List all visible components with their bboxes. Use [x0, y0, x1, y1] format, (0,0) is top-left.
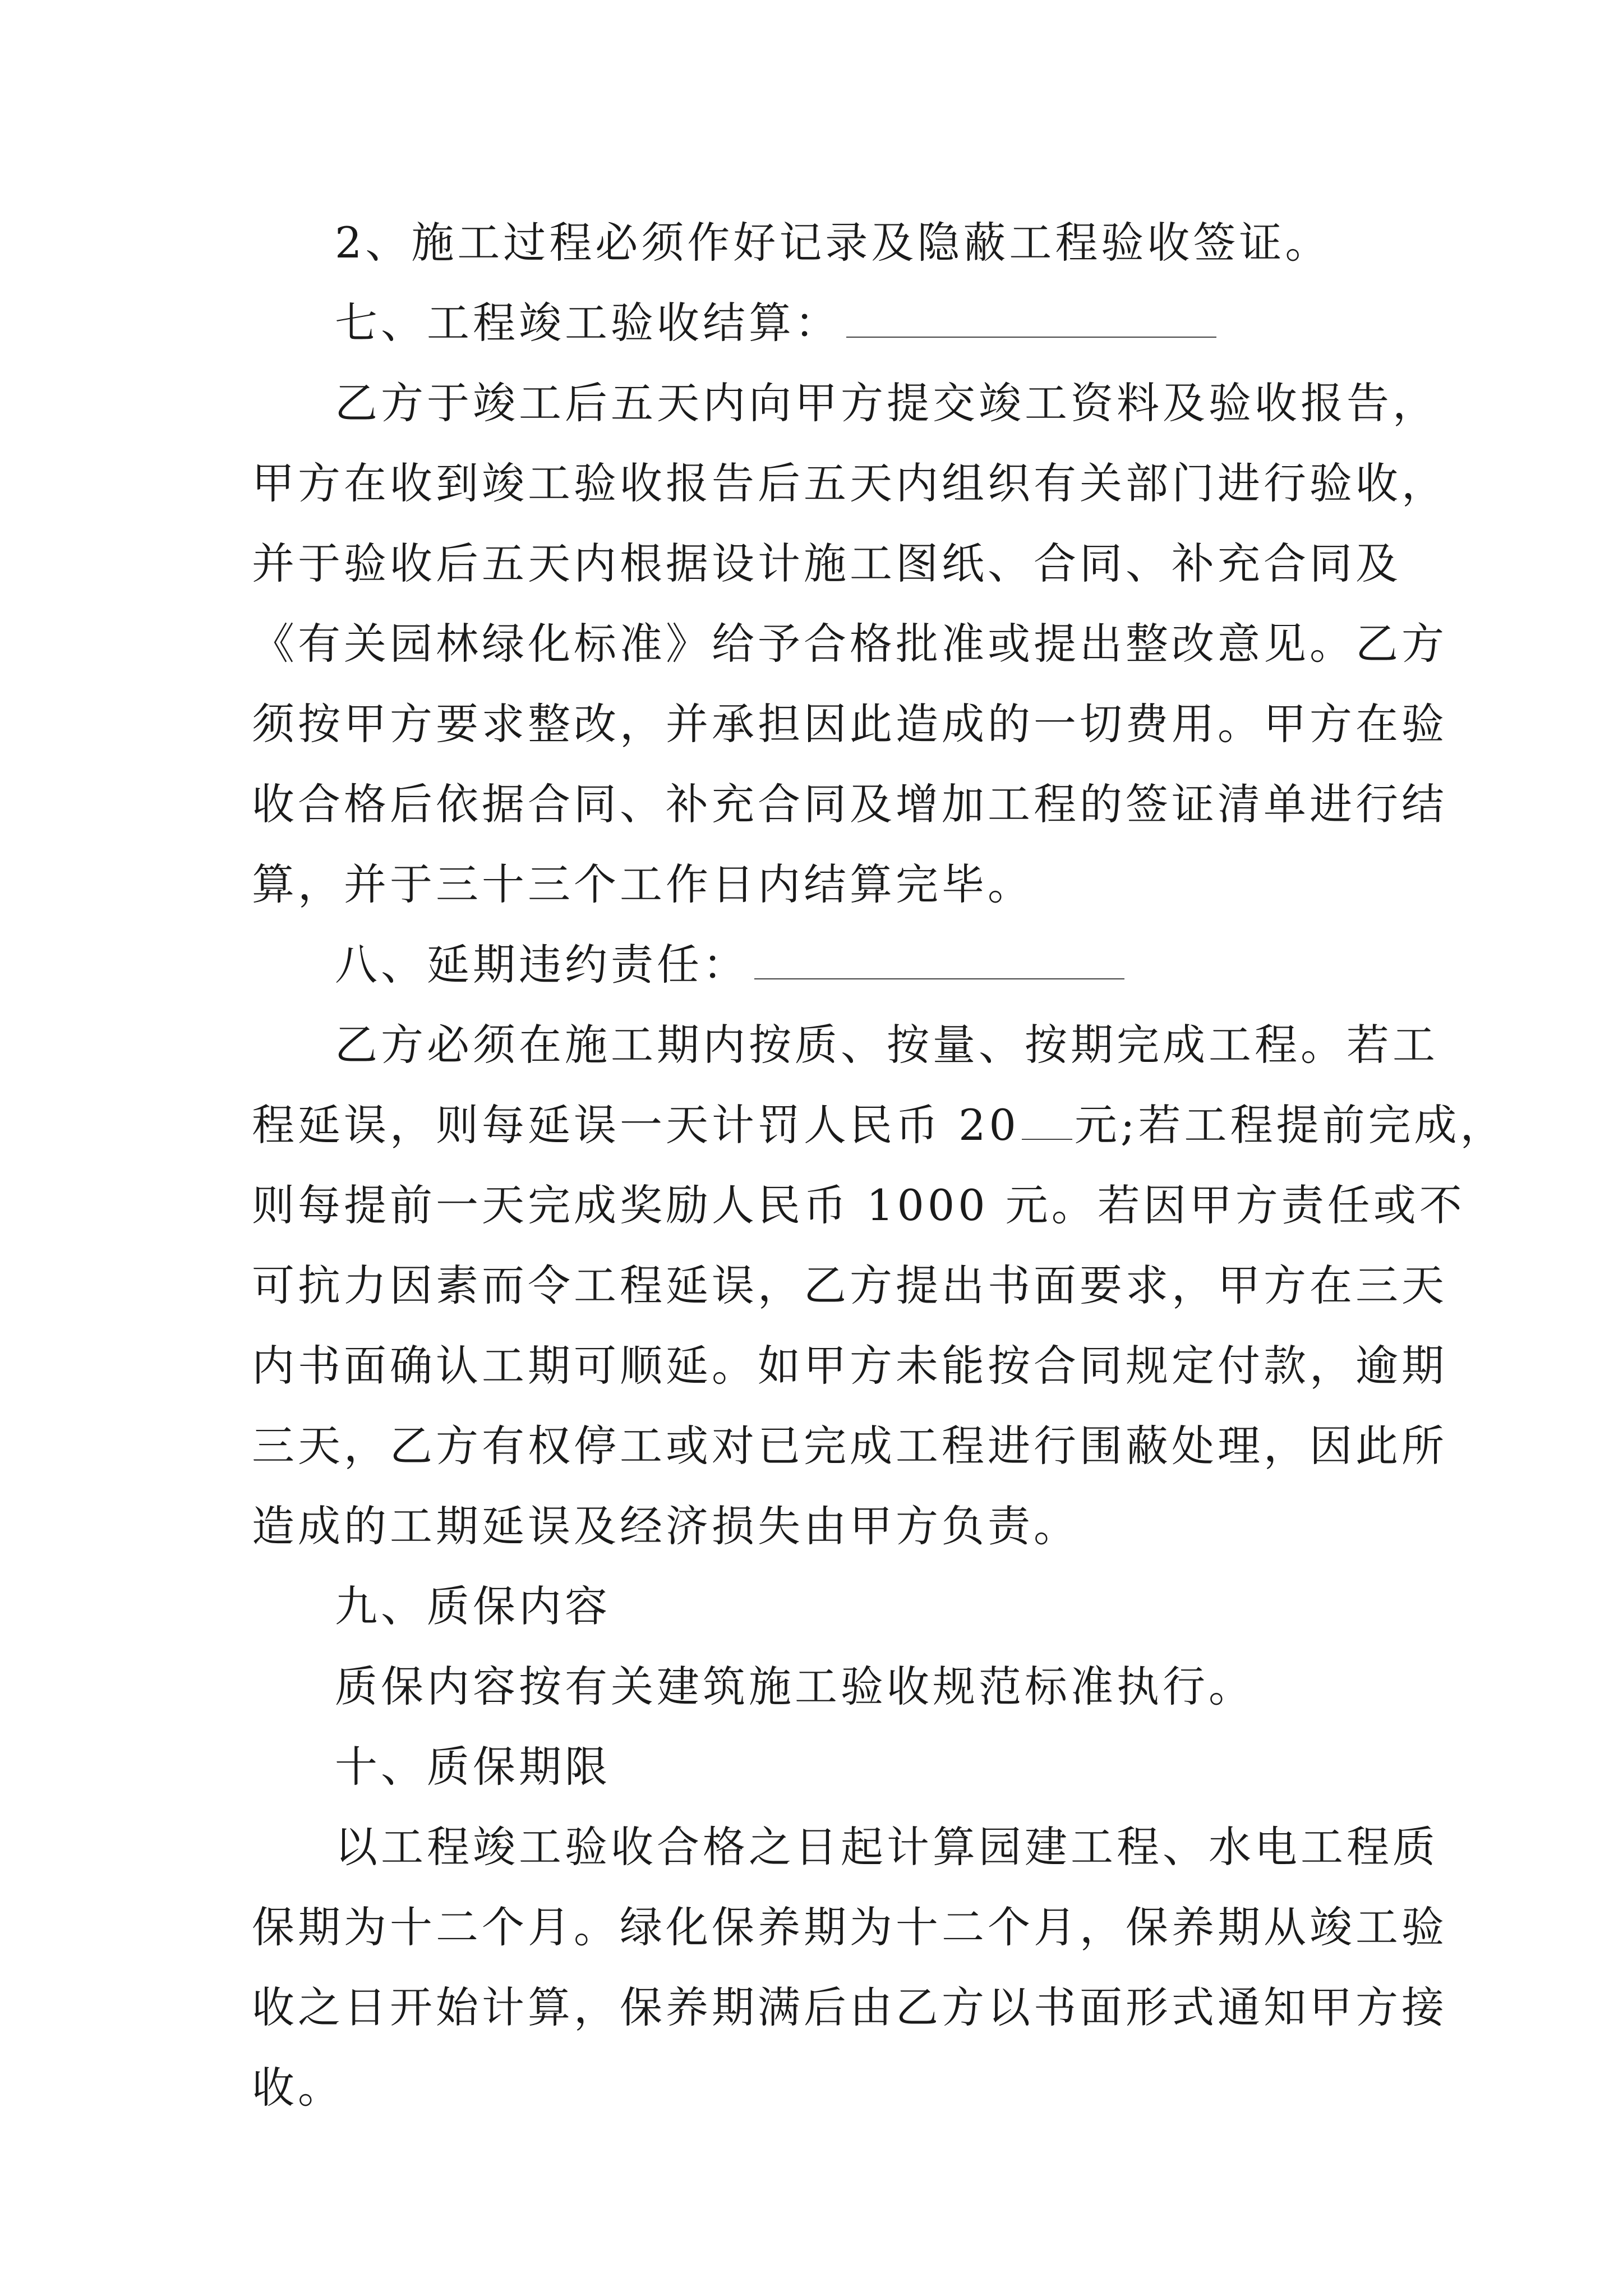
- fill-in-blank: [754, 945, 1124, 979]
- section-heading-ten: 十、质保期限: [335, 1742, 611, 1792]
- paragraph-line: 三天，乙方有权停工或对已完成工程进行围蔽处理，因此所: [252, 1421, 1447, 1471]
- paragraph-line: 收。: [252, 2063, 344, 2113]
- fill-in-blank: [846, 303, 1216, 338]
- paragraph-line: 内书面确认工期可顺延。如甲方未能按合同规定付款，逾期: [252, 1341, 1447, 1391]
- paragraph-line: 须按甲方要求整改，并承担因此造成的一切费用。甲方在验: [252, 699, 1447, 749]
- paragraph-line: 2、施工过程必须作好记录及隐蔽工程验收签证。: [335, 218, 1331, 268]
- paragraph-line: 并于验收后五天内根据设计施工图纸、合同、补充合同及: [252, 539, 1401, 588]
- line-text: 元;若工程提前完成，: [1074, 1100, 1506, 1150]
- heading-text: 八、延期违约责任：: [335, 940, 749, 990]
- paragraph-line: 质保内容按有关建筑施工验收规范标准执行。: [335, 1662, 1255, 1711]
- paragraph-line: 造成的工期延误及经济损失由甲方负责。: [252, 1501, 1080, 1551]
- paragraph-line: 以工程竣工验收合格之日起计算园建工程、水电工程质: [335, 1822, 1438, 1872]
- paragraph-line: 甲方在收到竣工验收报告后五天内组织有关部门进行验收，: [252, 458, 1447, 508]
- heading-text: 七、工程竣工验收结算：: [335, 298, 841, 348]
- section-heading-nine: 九、质保内容: [335, 1581, 611, 1631]
- paragraph-line: 收合格后依据合同、补充合同及增加工程的签证清单进行结: [252, 779, 1447, 829]
- section-heading-seven: [335, 289, 1401, 357]
- paragraph-line: 《有关园林绿化标准》给予合格批准或提出整改意见。乙方: [252, 619, 1447, 669]
- paragraph-line: [252, 1092, 1506, 1159]
- paragraph-line: 收之日开始计算，保养期满后由乙方以书面形式通知甲方接: [252, 1982, 1447, 2032]
- paragraph-line: 算，并于三十三个工作日内结算完毕。: [252, 859, 1034, 909]
- line-text: 程延误，则每延误一天计罚人民币 20: [252, 1100, 1020, 1150]
- paragraph-line: 则每提前一天完成奖励人民币 1000 元。若因甲方责任或不: [252, 1180, 1465, 1230]
- fill-in-blank: [1022, 1105, 1072, 1140]
- paragraph-line: 乙方必须在施工期内按质、按量、按期完成工程。若工: [335, 1020, 1438, 1070]
- paragraph-line: 保期为十二个月。绿化保养期为十二个月，保养期从竣工验: [252, 1902, 1447, 1952]
- section-heading-eight: [335, 931, 1401, 999]
- paragraph-line: 乙方于竣工后五天内向甲方提交竣工资料及验收报告，: [335, 378, 1438, 428]
- paragraph-line: 可抗力因素而令工程延误，乙方提出书面要求，甲方在三天: [252, 1260, 1447, 1310]
